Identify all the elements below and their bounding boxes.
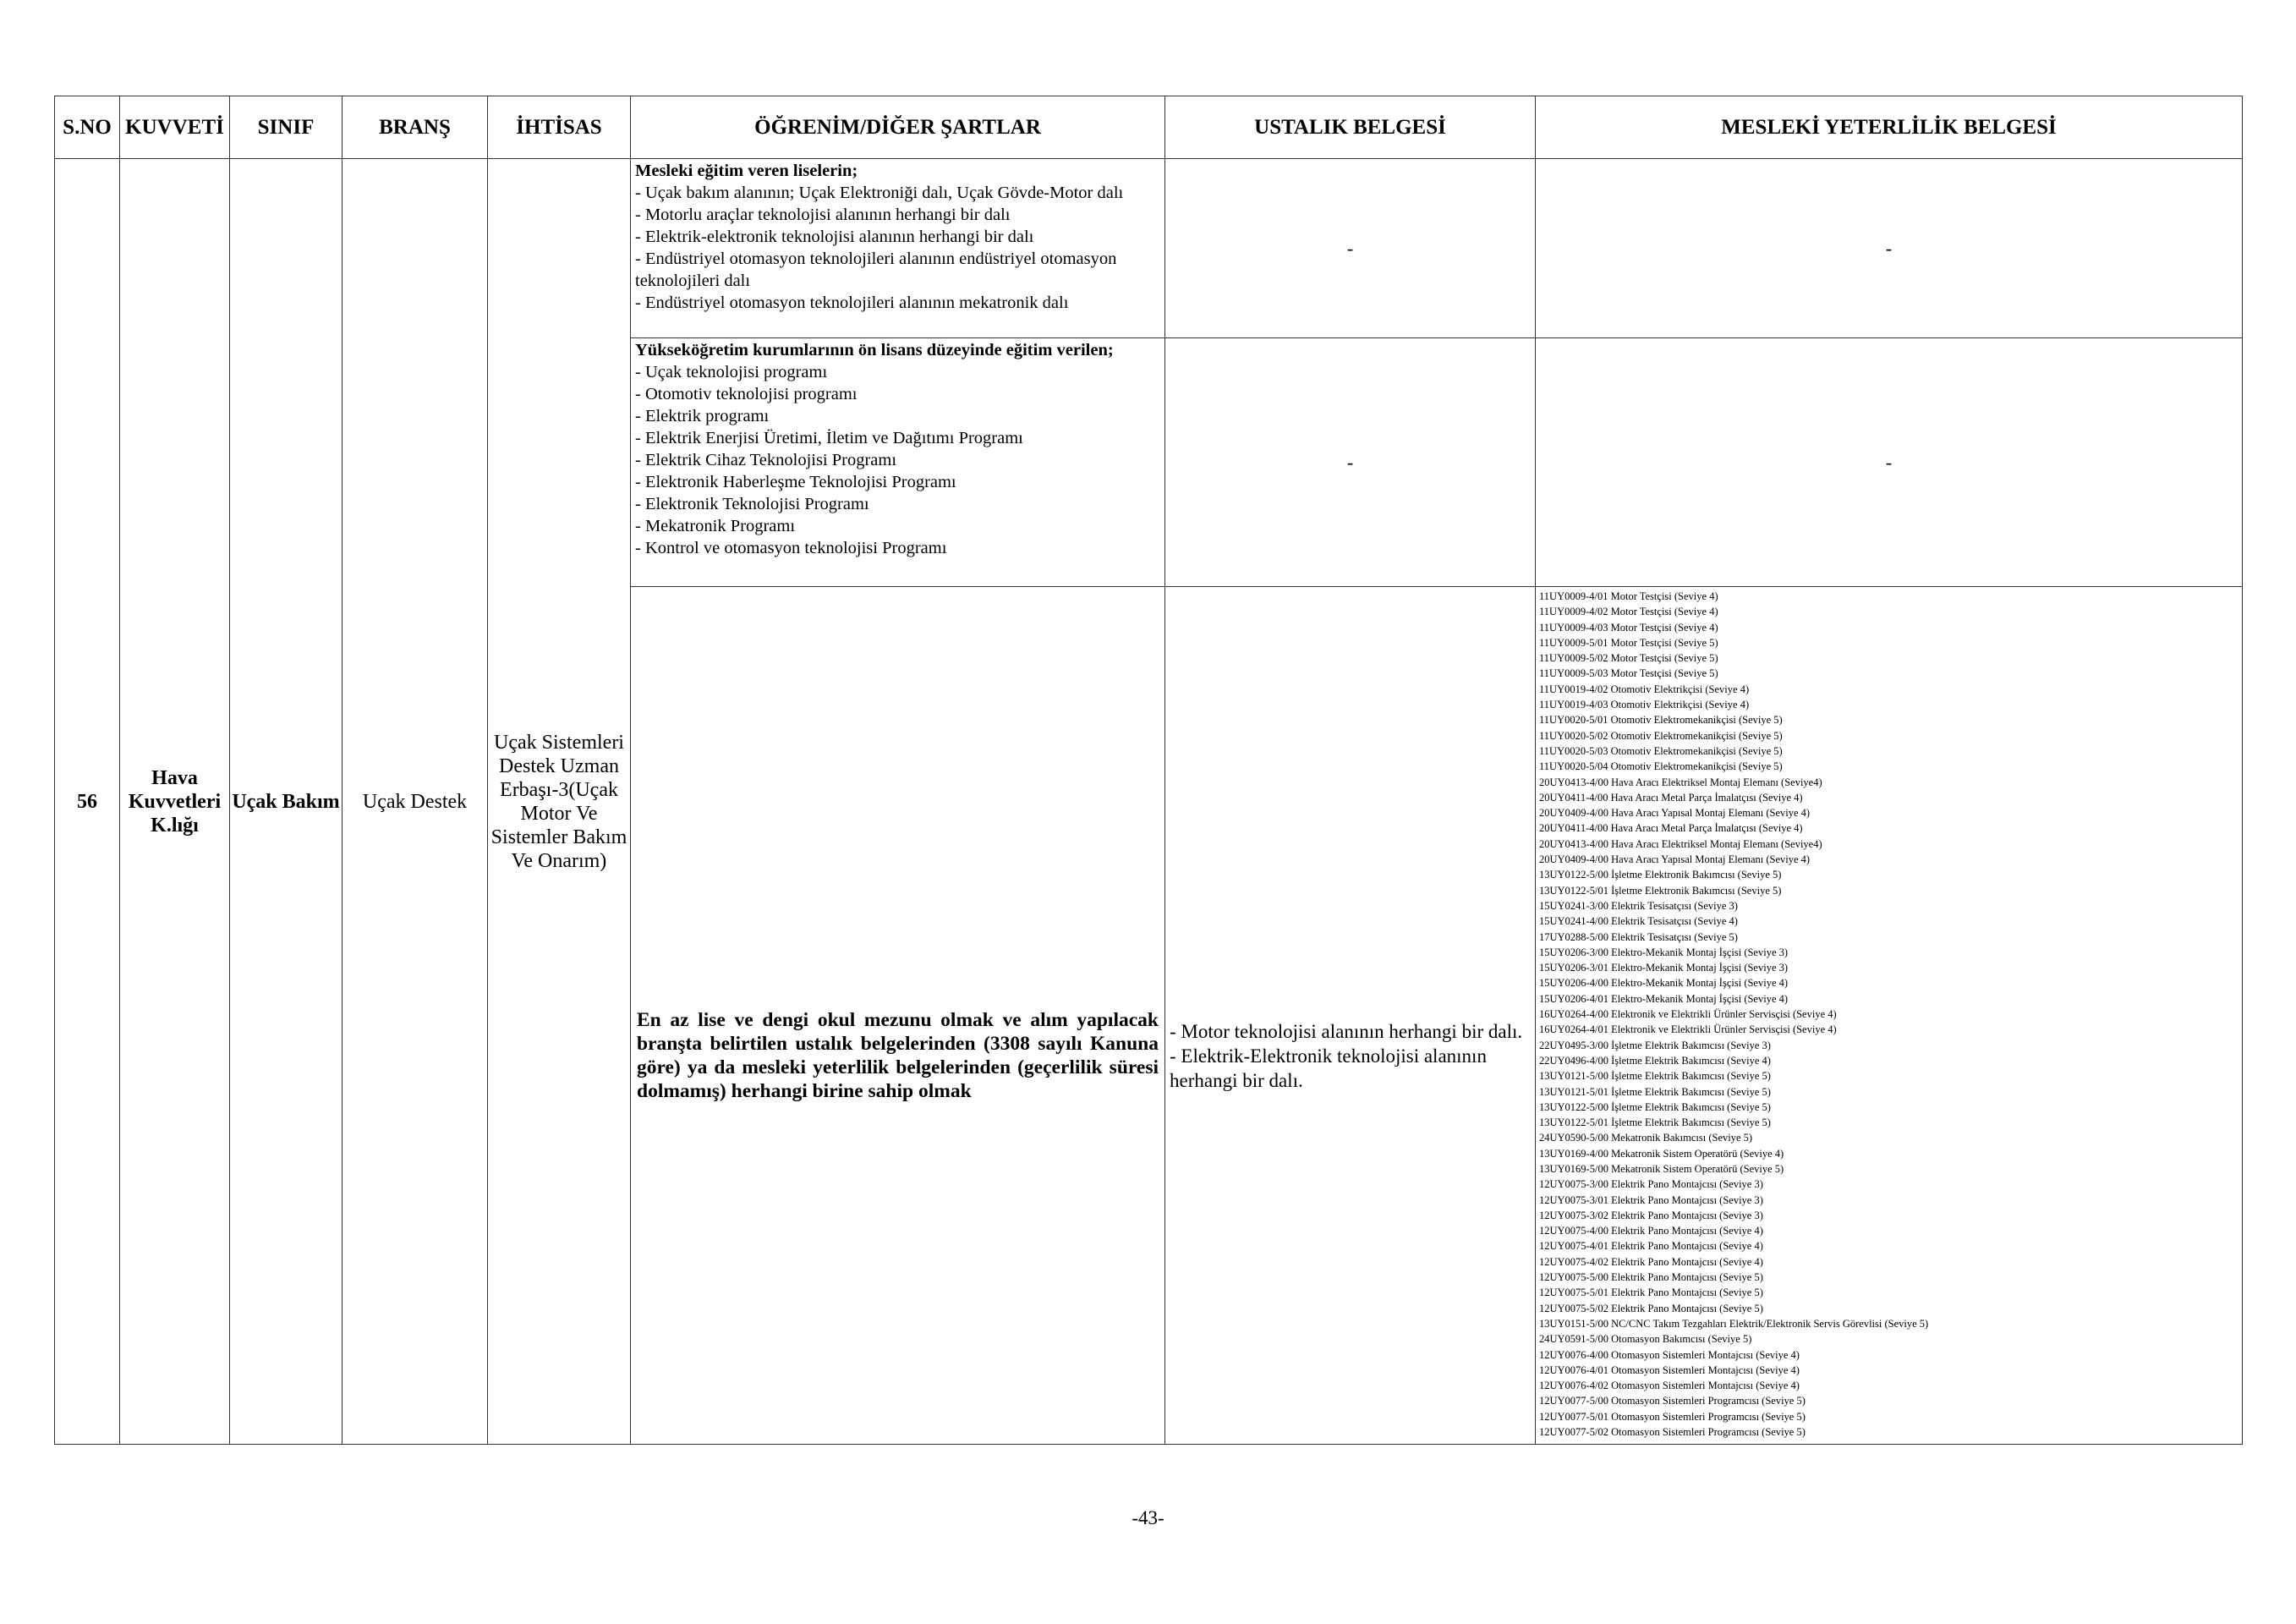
- certificate-item: 15UY0206-3/01 Elektro-Mekanik Montaj İşçisi (Seviye 3): [1539, 962, 1789, 974]
- certificate-item: 11UY0020-5/03 Otomotiv Elektromekanikçisi (Seviye 5): [1539, 744, 1783, 757]
- req2-line: - Otomotiv teknolojisi programı: [635, 385, 858, 403]
- req2-line: - Mekatronik Programı: [635, 517, 796, 535]
- page-number: -43-: [1132, 1507, 1164, 1528]
- certificate-item: 13UY0169-4/00 Mekatronik Sistem Operatörü (Seviye 4): [1539, 1147, 1784, 1160]
- certificate-item: 12UY0075-3/01 Elektrik Pano Montajcısı (Seviye 3): [1539, 1193, 1763, 1206]
- certificate-item: 12UY0075-3/00 Elektrik Pano Montajcısı (Seviye 3): [1539, 1178, 1763, 1191]
- header-mesleki: MESLEKİ YETERLİLİK BELGESİ: [1536, 96, 2243, 159]
- table-row: [55, 159, 2243, 338]
- certificate-item: 15UY0241-4/00 Elektrik Tesisatçısı (Seviye 4): [1539, 915, 1738, 928]
- header-sinif: SINIF: [230, 96, 342, 159]
- certificate-item: 20UY0409-4/00 Hava Aracı Yapısal Montaj Elemanı (Seviye 4): [1539, 807, 1811, 820]
- certificate-item: 13UY0121-5/00 İşletme Elektrik Bakımcısı (Seviye 5): [1539, 1070, 1771, 1083]
- header-ogrenim: ÖĞRENİM/DİĞER ŞARTLAR: [631, 96, 1165, 159]
- certificate-item: 13UY0121-5/01 İşletme Elektrik Bakımcısı (Seviye 5): [1539, 1085, 1771, 1098]
- certificate-item: 11UY0019-4/02 Otomotiv Elektrikçisi (Seviye 4): [1539, 683, 1750, 695]
- certificate-item: 15UY0241-3/00 Elektrik Tesisatçısı (Seviye 3): [1539, 899, 1738, 912]
- header-row: [55, 96, 2243, 159]
- certificate-item: 11UY0020-5/04 Otomotiv Elektromekanikçisi (Seviye 5): [1539, 760, 1783, 773]
- certificate-item: 12UY0076-4/02 Otomasyon Sistemleri Montajcısı (Seviye 4): [1539, 1380, 1800, 1392]
- cell-requirement-lise-mezun: En az lise ve dengi okul mezunu olmak ve alım yapılacak branşta belirtilen ustalık belgelerinden (3308 sayılı Kanuna göre) ya da mesleki yeterlilik belgelerinden (geçerlilik süresi dolmamış) herhangi birine sahip olmak: [631, 587, 1165, 1445]
- certificate-item: 16UY0264-4/00 Elektronik ve Elektrikli Ürünler Servisçisi (Seviye 4): [1539, 1008, 1837, 1021]
- ustalik-line: - Motor teknolojisi alanının herhangi bir dalı.: [1170, 1020, 1523, 1042]
- cell-mesleki-yeterlilik-list: [1536, 587, 2243, 1445]
- certificate-item: 12UY0075-5/02 Elektrik Pano Montajcısı (Seviye 5): [1539, 1302, 1763, 1314]
- certificate-item: 12UY0075-3/02 Elektrik Pano Montajcısı (Seviye 3): [1539, 1209, 1763, 1221]
- cell-brans: Uçak Destek: [342, 159, 488, 1445]
- certificate-item: 12UY0077-5/01 Otomasyon Sistemleri Programcısı (Seviye 5): [1539, 1410, 1806, 1423]
- certificate-item: 13UY0122-5/00 İşletme Elektronik Bakımcısı (Seviye 5): [1539, 869, 1782, 881]
- req2-line: - Uçak teknolojisi programı: [635, 363, 828, 381]
- cell-sinif: Uçak Bakım: [230, 159, 342, 1445]
- certificate-item: 22UY0495-3/00 İşletme Elektrik Bakımcısı (Seviye 3): [1539, 1039, 1771, 1051]
- certificate-item: 20UY0411-4/00 Hava Aracı Metal Parça İmalatçısı (Seviye 4): [1539, 791, 1803, 804]
- req2-line: - Elektronik Haberleşme Teknolojisi Programı: [635, 473, 956, 491]
- certificate-item: 15UY0206-3/00 Elektro-Mekanik Montaj İşçisi (Seviye 3): [1539, 946, 1789, 958]
- certificate-item: 12UY0077-5/00 Otomasyon Sistemleri Programcısı (Seviye 5): [1539, 1395, 1806, 1407]
- ustalik-line: - Elektrik-Elektronik teknolojisi alanının herhangi bir dalı.: [1170, 1045, 1487, 1091]
- req2-line: - Elektronik Teknolojisi Programı: [635, 495, 869, 513]
- certificate-item: 20UY0413-4/00 Hava Aracı Elektriksel Montaj Elemanı (Seviye4): [1539, 776, 1822, 788]
- cell-ihtisas: Uçak Sistemleri Destek Uzman Erbaşı-3(Uçak Motor Ve Sistemler Bakım Ve Onarım): [488, 159, 631, 1445]
- cell-ustalik-lise: -: [1165, 159, 1536, 338]
- header-ihtisas: İHTİSAS: [488, 96, 631, 159]
- cell-requirement-lise: [631, 159, 1165, 338]
- certificate-item: 15UY0206-4/00 Elektro-Mekanik Montaj İşçisi (Seviye 4): [1539, 977, 1789, 990]
- certificate-item: 24UY0591-5/00 Otomasyon Bakımcısı (Seviye 5): [1539, 1333, 1752, 1346]
- certificate-item: 16UY0264-4/01 Elektronik ve Elektrikli Ürünler Servisçisi (Seviye 4): [1539, 1023, 1837, 1036]
- certificate-item: 11UY0009-4/01 Motor Testçisi (Seviye 4): [1539, 590, 1718, 602]
- req2-heading: Yükseköğretim kurumlarının ön lisans düzeyinde eğitim verilen;: [635, 341, 1114, 359]
- certificate-item: 20UY0411-4/00 Hava Aracı Metal Parça İmalatçısı (Seviye 4): [1539, 822, 1803, 835]
- certificate-item: 22UY0496-4/00 İşletme Elektrik Bakımcısı (Seviye 4): [1539, 1054, 1771, 1067]
- certificate-item: 12UY0075-5/00 Elektrik Pano Montajcısı (Seviye 5): [1539, 1271, 1763, 1284]
- certificate-item: 11UY0009-5/03 Motor Testçisi (Seviye 5): [1539, 667, 1718, 680]
- certificate-item: 12UY0075-4/01 Elektrik Pano Montajcısı (Seviye 4): [1539, 1240, 1763, 1253]
- req2-line: - Elektrik programı: [635, 407, 770, 425]
- req2-line: - Kontrol ve otomasyon teknolojisi Programı: [635, 539, 947, 557]
- certificate-item: 13UY0122-5/00 İşletme Elektrik Bakımcısı (Seviye 5): [1539, 1100, 1771, 1113]
- req1-line: - Uçak bakım alanının; Uçak Elektroniği dalı, Uçak Gövde-Motor dalı: [635, 184, 1124, 202]
- requirements-table: [54, 96, 2243, 1445]
- certificate-item: 13UY0169-5/00 Mekatronik Sistem Operatörü (Seviye 5): [1539, 1162, 1784, 1175]
- certificate-item: 20UY0409-4/00 Hava Aracı Yapısal Montaj Elemanı (Seviye 4): [1539, 853, 1811, 866]
- certificate-item: 11UY0009-5/01 Motor Testçisi (Seviye 5): [1539, 636, 1718, 649]
- cell-mesleki-lise: -: [1536, 159, 2243, 338]
- cell-requirement-onlisans: [631, 338, 1165, 587]
- certificate-item: 11UY0019-4/03 Otomotiv Elektrikçisi (Seviye 4): [1539, 699, 1750, 711]
- req1-heading: Mesleki eğitim veren liselerin;: [635, 162, 858, 180]
- req1-line: - Endüstriyel otomasyon teknolojileri alanının endüstriyel otomasyon teknolojileri dalı: [635, 250, 1117, 290]
- certificate-item: 11UY0009-4/02 Motor Testçisi (Seviye 4): [1539, 606, 1718, 618]
- certificate-item: 11UY0009-5/02 Motor Testçisi (Seviye 5): [1539, 652, 1718, 665]
- certificate-item: 12UY0075-4/02 Elektrik Pano Montajcısı (Seviye 4): [1539, 1255, 1763, 1268]
- cell-sno: 56: [55, 159, 120, 1445]
- req1-line: - Endüstriyel otomasyon teknolojileri alanının mekatronik dalı: [635, 294, 1069, 312]
- req1-line: - Motorlu araçlar teknolojisi alanının herhangi bir dalı: [635, 206, 1011, 224]
- req1-line: - Elektrik-elektronik teknolojisi alanının herhangi bir dalı: [635, 228, 1034, 246]
- certificate-item: 11UY0020-5/02 Otomotiv Elektromekanikçisi (Seviye 5): [1539, 729, 1783, 742]
- cell-mesleki-onlisans: -: [1536, 338, 2243, 587]
- certificate-item: 13UY0122-5/01 İşletme Elektrik Bakımcısı (Seviye 5): [1539, 1116, 1771, 1129]
- header-kuvveti: KUVVETİ: [120, 96, 230, 159]
- header-brans: BRANŞ: [342, 96, 488, 159]
- header-ustalik: USTALIK BELGESİ: [1165, 96, 1536, 159]
- certificate-item: 12UY0076-4/01 Otomasyon Sistemleri Montajcısı (Seviye 4): [1539, 1363, 1800, 1376]
- certificate-item: 11UY0020-5/01 Otomotiv Elektromekanikçisi (Seviye 5): [1539, 714, 1783, 727]
- certificate-item: 24UY0590-5/00 Mekatronik Bakımcısı (Seviye 5): [1539, 1132, 1753, 1144]
- req2-line: - Elektrik Cihaz Teknolojisi Programı: [635, 451, 897, 469]
- cell-ustalik-belgeleri: [1165, 587, 1536, 1445]
- certificate-item: 17UY0288-5/00 Elektrik Tesisatçısı (Seviye 5): [1539, 930, 1738, 943]
- certificate-item: 13UY0151-5/00 NC/CNC Takım Tezgahları Elektrik/Elektronik Servis Görevlisi (Seviye 5): [1539, 1317, 1929, 1330]
- certificate-item: 13UY0122-5/01 İşletme Elektronik Bakımcısı (Seviye 5): [1539, 884, 1782, 897]
- certificate-item: 12UY0076-4/00 Otomasyon Sistemleri Montajcısı (Seviye 4): [1539, 1348, 1800, 1361]
- header-sno: S.NO: [55, 96, 120, 159]
- cell-kuvveti: Hava Kuvvetleri K.lığı: [120, 159, 230, 1445]
- certificate-item: 12UY0077-5/02 Otomasyon Sistemleri Programcısı (Seviye 5): [1539, 1426, 1806, 1439]
- req2-line: - Elektrik Enerjisi Üretimi, İletim ve Dağıtımı Programı: [635, 429, 1023, 447]
- certificate-item: 12UY0075-4/00 Elektrik Pano Montajcısı (Seviye 4): [1539, 1225, 1763, 1237]
- certificate-item: 15UY0206-4/01 Elektro-Mekanik Montaj İşçisi (Seviye 4): [1539, 992, 1789, 1005]
- certificate-item: 11UY0009-4/03 Motor Testçisi (Seviye 4): [1539, 621, 1718, 634]
- certificate-item: 20UY0413-4/00 Hava Aracı Elektriksel Montaj Elemanı (Seviye4): [1539, 837, 1822, 850]
- cell-ustalik-onlisans: -: [1165, 338, 1536, 587]
- certificate-item: 12UY0075-5/01 Elektrik Pano Montajcısı (Seviye 5): [1539, 1287, 1763, 1299]
